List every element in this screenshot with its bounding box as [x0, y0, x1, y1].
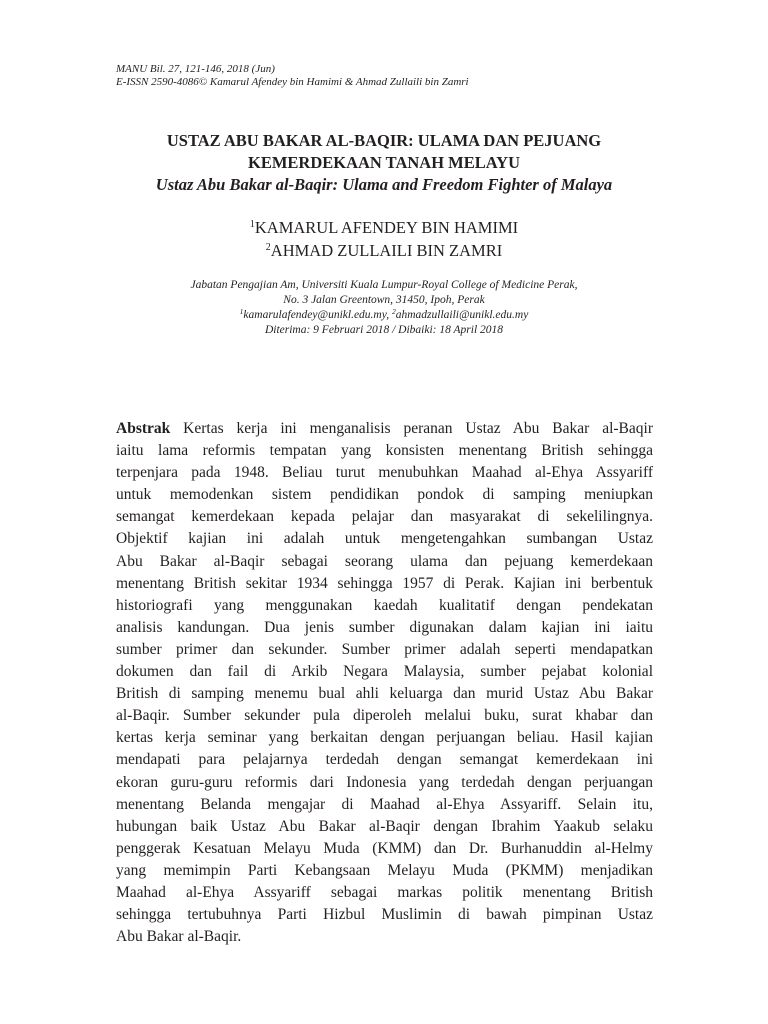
author-1-name: KAMARUL AFENDEY BIN HAMIMI: [254, 218, 519, 237]
abstract-line: sumber primer dan sekunder. Sumber primer adalah seperti mendapatkan: [116, 640, 653, 658]
abstract-line: penggerak Kesatuan Melayu Muda (KMM) dan Dr. Burhanuddin al-Helmy: [116, 839, 653, 857]
abstract: [116, 418, 653, 948]
email-line: [0, 308, 768, 323]
abstract-line: yang memimpin Parti Kebangsaan Melayu Muda (PKMM) menjadikan: [116, 861, 653, 879]
running-header: [116, 63, 469, 89]
email-2-sup: 2: [391, 307, 396, 316]
abstract-line: ekoran guru-guru reformis dari Indonesia yang terdedah dengan perjuangan: [116, 773, 653, 791]
title-malay-line-2: KEMERDEKAAN TANAH MELAYU: [248, 153, 520, 172]
abstract-line: menentang Belanda mengajar di Maahad al-Ehya Assyariff. Selain itu,: [116, 795, 653, 813]
abstract-line: analisis kandungan. Dua jenis sumber digunakan dalam kajian ini iaitu: [116, 618, 653, 636]
issn-authors-line: E-ISSN 2590-4086© Kamarul Afendey bin Hamimi & Ahmad Zullaili bin Zamri: [116, 76, 469, 88]
abstract-line: sehingga tertubuhnya Parti Hizbul Muslimin di bawah pimpinan Ustaz: [116, 906, 653, 924]
abstract-line: iaitu lama reformis tempatan yang konsisten menentang British sehingga: [116, 442, 653, 460]
abstract-line: Objektif kajian ini adalah untuk mengetengahkan sumbangan Ustaz: [116, 530, 653, 548]
author-2-name: AHMAD ZULLAILI BIN ZAMRI: [270, 241, 503, 260]
abstract-line: terpenjara pada 1948. Beliau turut menubuhkan Maahad al-Ehya Assyariff: [116, 464, 653, 482]
abstract-line: mendapati para pelajarnya terdedah dengan semangat kemerdekaan ini: [116, 751, 653, 769]
abstract-line: Abu Bakar al-Baqir.: [116, 928, 242, 946]
author-list: [0, 216, 768, 262]
email-1-sup: 1: [239, 307, 244, 316]
author-2-sup: 2: [265, 242, 271, 253]
journal-citation: MANU Bil. 27, 121-146, 2018 (Jun): [116, 63, 275, 75]
author-2: [0, 239, 768, 262]
abstract-line: historiografi yang menggunakan kaedah kualitatif dengan pendekatan: [116, 596, 653, 614]
email-1: kamarulafendey@unikl.edu.my,: [243, 309, 392, 321]
abstract-line: untuk memodenkan sistem pendidikan pondok di samping meniupkan: [116, 486, 653, 504]
affiliation-line-2: No. 3 Jalan Greentown, 31450, Ipoh, Perak: [283, 294, 485, 306]
abstract-line: British di samping menemu bual ahli keluarga dan murid Ustaz Abu Bakar: [116, 685, 653, 703]
title-malay-line-1: USTAZ ABU BAKAR AL-BAQIR: ULAMA DAN PEJUANG: [166, 131, 602, 150]
abstract-line: dokumen dan fail di Arkib Negara Malaysia, sumber pejabat kolonial: [116, 663, 653, 681]
abstract-line: Maahad al-Ehya Assyariff sebagai markas politik menentang British: [116, 883, 653, 901]
title-block: [0, 130, 768, 196]
abstract-line: [116, 418, 653, 440]
abstract-line-text: Kertas kerja ini menganalisis peranan Ustaz Abu Bakar al-Baqir: [170, 420, 653, 437]
received-revised-dates: Diterima: 9 Februari 2018 / Dibaiki: 18 April 2018: [264, 324, 504, 336]
author-1-sup: 1: [249, 219, 255, 230]
affiliation-line-1: Jabatan Pengajian Am, Universiti Kuala Lumpur-Royal College of Medicine Perak,: [190, 279, 578, 291]
title-english: Ustaz Abu Bakar al-Baqir: Ulama and Freedom Fighter of Malaya: [155, 175, 613, 194]
author-1: [0, 216, 768, 239]
email-2: ahmadzullaili@unikl.edu.my: [395, 309, 529, 321]
affiliation-block: [0, 278, 768, 338]
abstract-line: al-Baqir. Sumber sekunder pula diperoleh melalui buku, surat khabar dan: [116, 707, 653, 725]
abstract-line: hubungan baik Ustaz Abu Bakar al-Baqir dengan Ibrahim Yaakub selaku: [116, 817, 653, 835]
abstract-line: Abu Bakar al-Baqir sebagai seorang ulama dan pejuang kemerdekaan: [116, 552, 653, 570]
abstract-line: semangat kemerdekaan kepada pelajar dan masyarakat di sekelilingnya.: [116, 508, 653, 526]
abstract-line: kertas kerja seminar yang berkaitan dengan perjuangan beliau. Hasil kajian: [116, 729, 653, 747]
abstract-line: menentang British sekitar 1934 sehingga 1957 di Perak. Kajian ini berbentuk: [116, 574, 653, 592]
abstract-label: Abstrak: [116, 420, 171, 437]
